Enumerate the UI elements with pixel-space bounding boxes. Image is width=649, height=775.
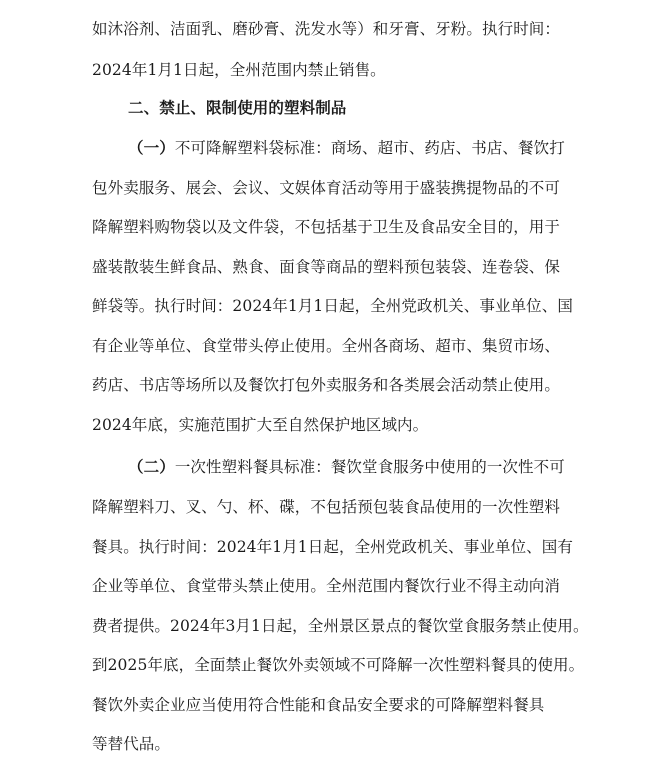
paragraph-line: 鲜袋等。执行时间：2024年1月1日起，全州党政机关、事业单位、国 [92, 297, 573, 315]
paragraph-line: 降解塑料刀、叉、勺、杯、碟，不包括预包装食品使用的一次性塑料 [92, 498, 561, 516]
item-label: （二） [128, 457, 175, 476]
paragraph-text: 一次性塑料餐具标准：餐饮堂食服务中使用的一次性不可 [174, 458, 565, 476]
paragraph-line: 餐具。执行时间：2024年1月1日起，全州党政机关、事业单位、国有 [92, 538, 573, 556]
paragraph-line: 等替代品。 [92, 735, 171, 753]
paragraph-line [128, 452, 649, 482]
paragraph-line: 2024年底，实施范围扩大至自然保护地区域内。 [92, 416, 429, 434]
paragraph-line: 餐饮外卖企业应当使用符合性能和食品安全要求的可降解塑料餐具 [92, 696, 545, 714]
paragraph-line: 药店、书店等场所以及餐饮打包外卖服务和各类展会活动禁止使用。 [92, 376, 561, 394]
paragraph-line: 盛装散装生鲜食品、熟食、面食等商品的塑料预包装袋、连卷袋、保 [92, 258, 561, 276]
paragraph-line: 到2025年底，全面禁止餐饮外卖领域不可降解一次性塑料餐具的使用。 [92, 656, 585, 674]
paragraph-line: 包外卖服务、展会、会议、文娱体育活动等用于盛装携提物品的不可 [92, 179, 561, 197]
paragraph-line [128, 133, 649, 163]
paragraph-line: 降解塑料购物袋以及文件袋，不包括基于卫生及食品安全目的，用于 [92, 218, 561, 236]
paragraph-line: 如沐浴剂、洁面乳、磨砂膏、洗发水等）和牙膏、牙粉。执行时间： [92, 20, 561, 38]
section-heading: 二、禁止、限制使用的塑料制品 [128, 99, 347, 117]
item-label: （一） [128, 138, 175, 157]
paragraph-text: 不可降解塑料袋标准：商场、超市、药店、书店、餐饮打 [174, 139, 565, 157]
paragraph-line: 费者提供。2024年3月1日起，全州景区景点的餐饮堂食服务禁止使用。 [92, 617, 589, 635]
paragraph-line: 2024年1月1日起，全州范围内禁止销售。 [92, 61, 386, 79]
paragraph-line: 企业等单位、食堂带头禁止使用。全州范围内餐饮行业不得主动向消 [92, 577, 561, 595]
paragraph-line: 有企业等单位、食堂带头停止使用。全州各商场、超市、集贸市场、 [92, 337, 561, 355]
